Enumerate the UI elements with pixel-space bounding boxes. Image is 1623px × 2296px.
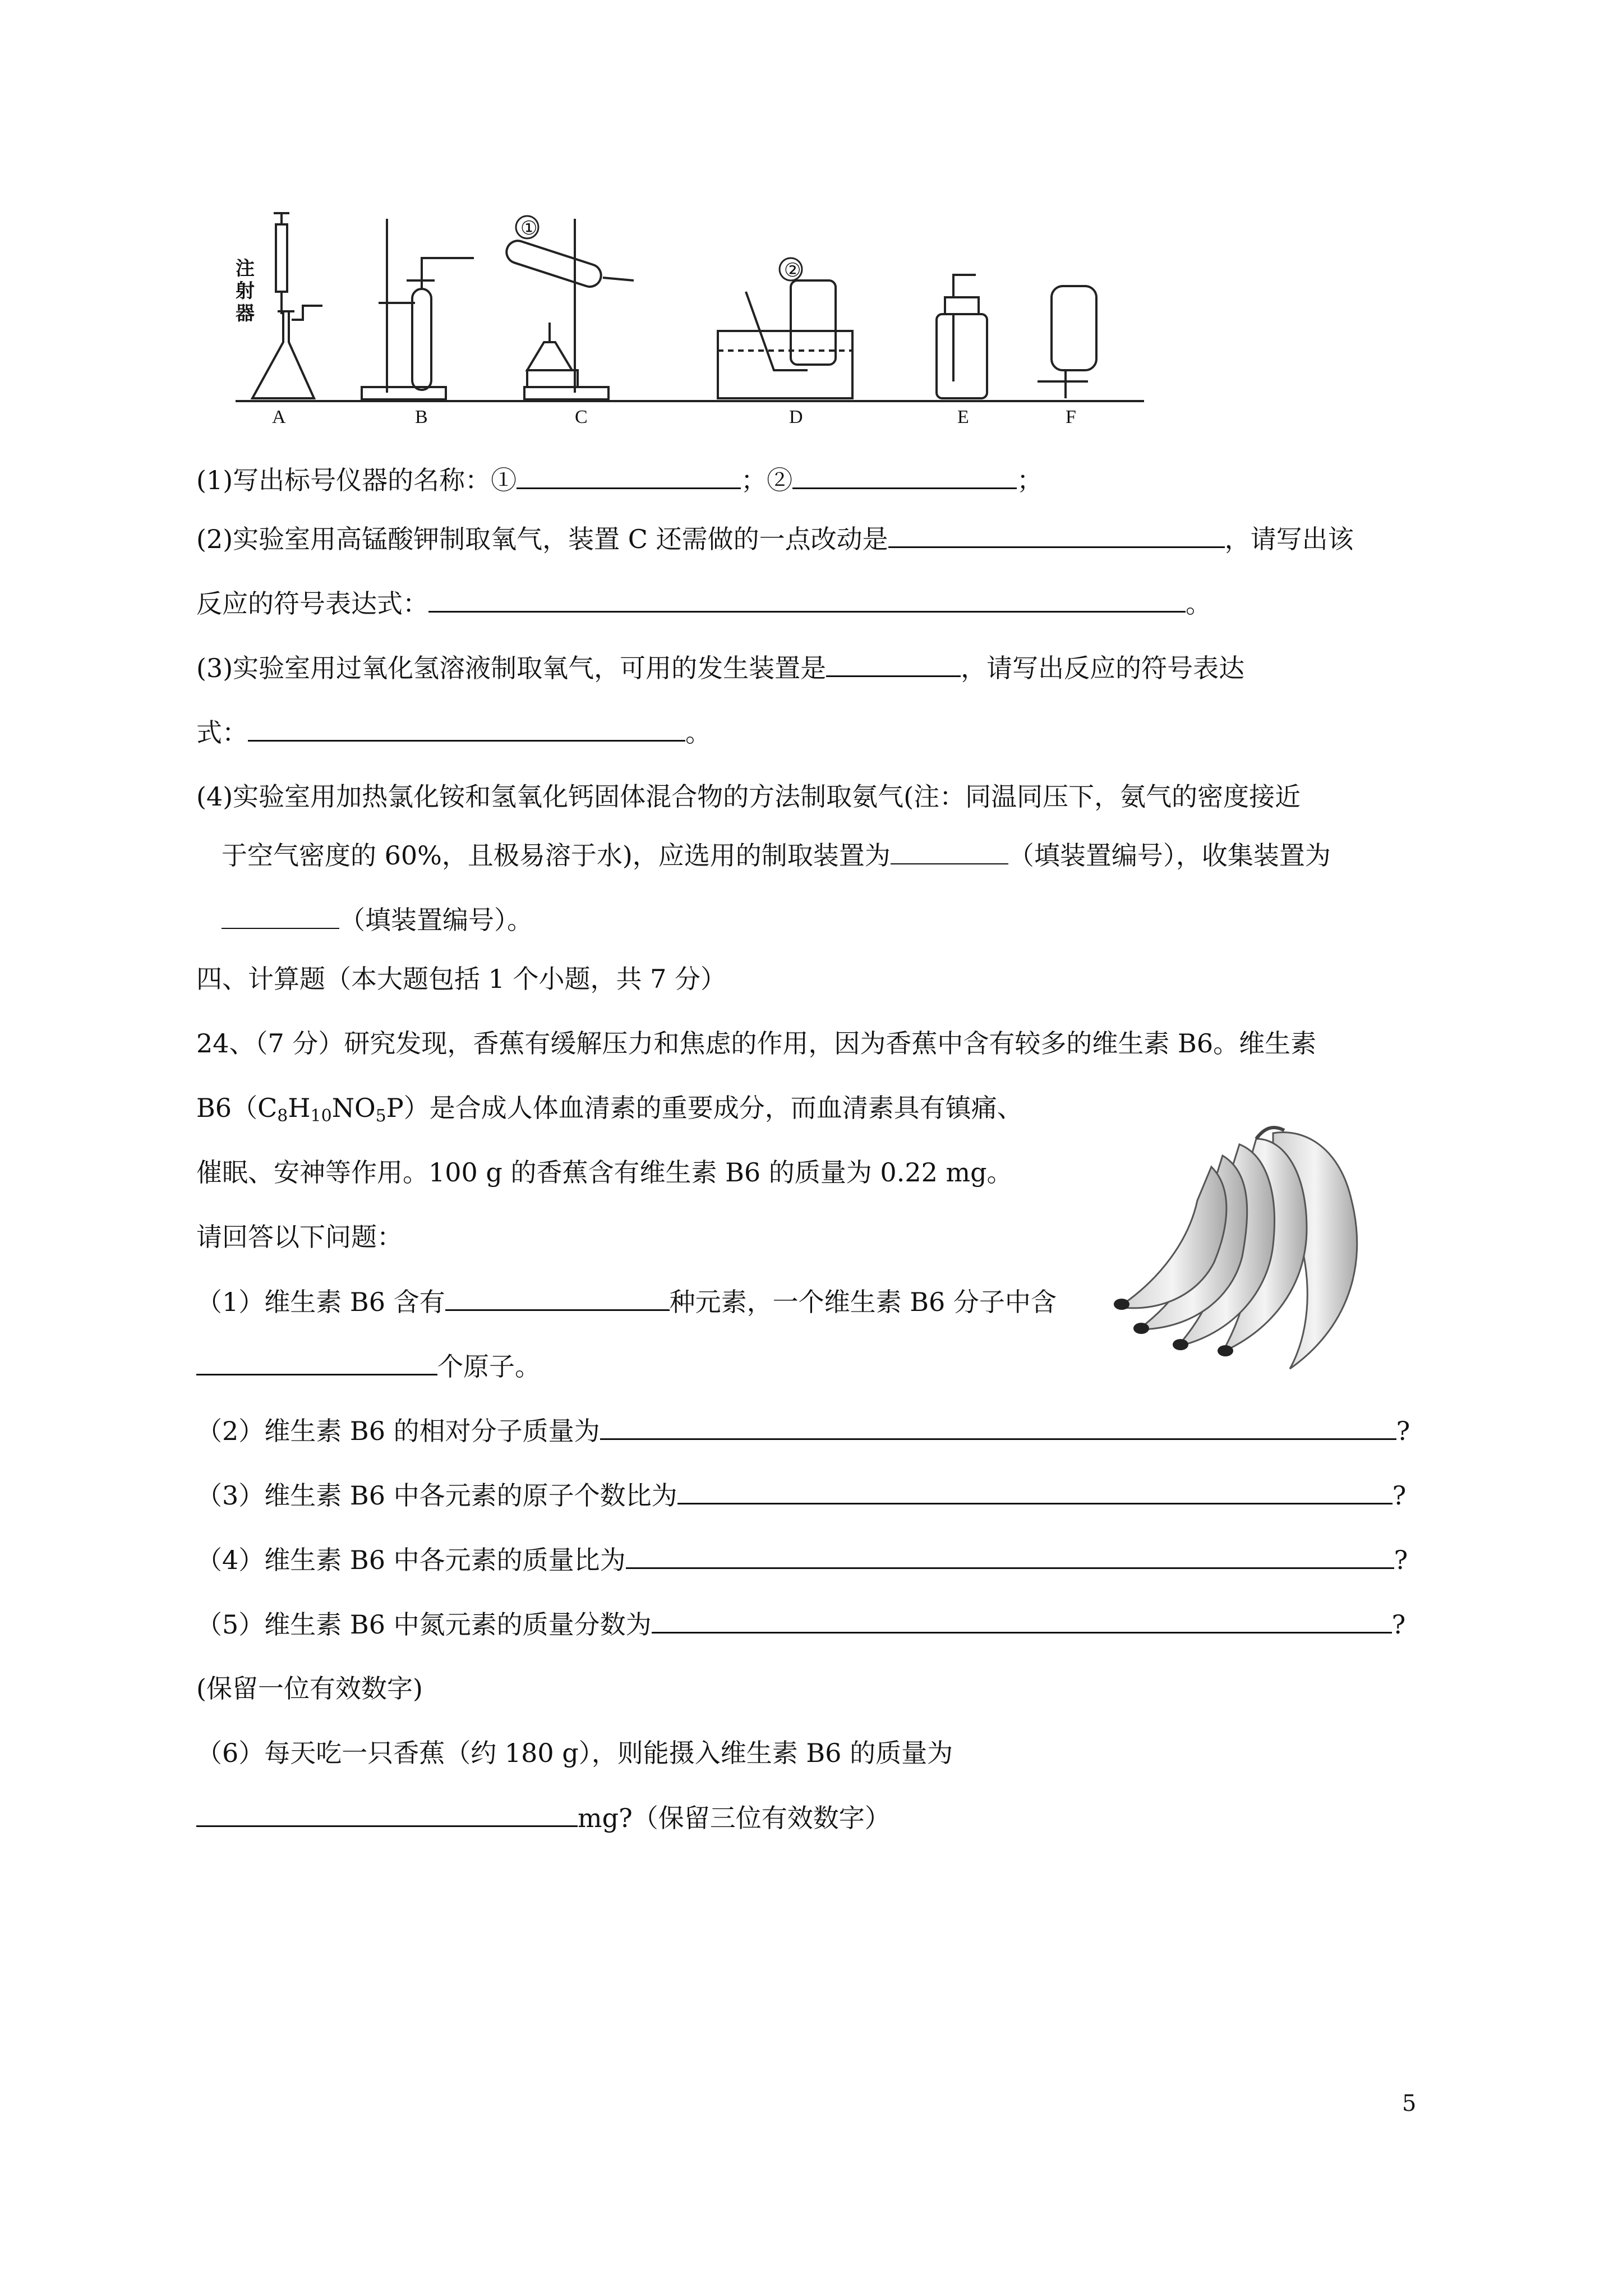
p2-text: （2）维生素 B6 的相对分子质量为 — [196, 1416, 600, 1446]
p3-text: （3）维生素 B6 中各元素的原子个数比为 — [196, 1480, 677, 1511]
banana-image — [1105, 1116, 1408, 1380]
label-a: A — [272, 407, 286, 427]
blank-p4[interactable] — [626, 1543, 1394, 1569]
p3-qmark: ? — [1392, 1480, 1407, 1511]
syringe-label: 注射器 — [236, 259, 255, 324]
blank-q4a[interactable] — [891, 841, 1008, 864]
q2-line-1 — [196, 522, 1354, 556]
q1-line — [196, 463, 1043, 497]
sub-10: 10 — [310, 1106, 332, 1126]
q24-p4-line — [196, 1543, 1408, 1577]
p2-qmark: ? — [1396, 1416, 1410, 1446]
q24-p5-line — [196, 1607, 1405, 1641]
blank-q3b[interactable] — [248, 715, 685, 742]
q24-p2-line — [196, 1414, 1410, 1448]
p4-text: （4）维生素 B6 中各元素的质量比为 — [196, 1545, 626, 1575]
blank-p3[interactable] — [677, 1478, 1393, 1504]
label-b: B — [415, 407, 428, 427]
p4-qmark: ? — [1394, 1545, 1408, 1575]
p6-text-2: mg?（保留三位有效数字） — [578, 1803, 891, 1833]
label-c: C — [575, 407, 588, 427]
blank-q3a[interactable] — [826, 651, 961, 677]
blank-p2[interactable] — [600, 1414, 1396, 1440]
blank-p1b[interactable] — [196, 1349, 437, 1375]
blank-2[interactable] — [792, 463, 1017, 489]
blank-q2b[interactable] — [428, 586, 1186, 613]
blank-p6[interactable] — [196, 1801, 578, 1827]
q24-line-4: 请回答以下问题： — [196, 1222, 403, 1252]
q2-text-3: 反应的符号表达式： — [196, 588, 428, 619]
q2-text-2: ，请写出该 — [1224, 524, 1354, 554]
p5-text: （5）维生素 B6 中氮元素的质量分数为 — [196, 1609, 652, 1640]
q24-no: NO — [331, 1093, 376, 1123]
q4-line-1 — [196, 780, 1301, 813]
q24-p1-line — [196, 1285, 1057, 1319]
p1-text-3: 个原子。 — [437, 1351, 541, 1382]
q4-text-3: （填装置编号），收集装置为 — [1008, 840, 1331, 871]
q4-line-2 — [222, 839, 1331, 872]
q24-p5-note: (保留一位有效数字) — [196, 1673, 423, 1704]
q3-line-1 — [196, 651, 1244, 685]
q2-line-2 — [196, 586, 1211, 620]
q24-b6-open: B6（C — [196, 1093, 278, 1123]
q4-text-4: （填装置编号）。 — [339, 905, 533, 935]
blank-p5[interactable] — [652, 1607, 1392, 1634]
blank-q2a[interactable] — [888, 522, 1225, 548]
q1-sep: ；② — [741, 465, 793, 495]
q24-line-1: 24、（7 分）研究发现，香蕉有缓解压力和焦虑的作用，因为香蕉中含有较多的维生素 B6。维生素 — [196, 1028, 1317, 1059]
mark-2: ② — [784, 260, 801, 281]
q2-text-4: 。 — [1186, 588, 1211, 619]
p1-text-2: 种元素，一个维生素 B6 分子中含 — [669, 1287, 1057, 1317]
apparatus-figure — [213, 202, 1166, 438]
q1-end: ； — [1017, 465, 1043, 495]
p1-text-1: （1）维生素 B6 含有 — [196, 1287, 445, 1317]
q24-h: H — [288, 1093, 311, 1123]
blank-q4b[interactable] — [222, 905, 339, 929]
q3-text-2: ，请写出反应的符号表达 — [961, 653, 1245, 683]
label-d: D — [789, 407, 803, 427]
q2-text-1: (2)实验室用高锰酸钾制取氧气，装置 C 还需做的一点改动是 — [196, 524, 888, 554]
q24-line-2 — [196, 1091, 1023, 1133]
blank-p1a[interactable] — [445, 1285, 670, 1311]
sub-8: 8 — [277, 1106, 288, 1126]
mark-1: ① — [520, 218, 538, 239]
q24-line-3: 催眠、安神等作用。100 g 的香蕉含有维生素 B6 的质量为 0.22 mg。 — [196, 1157, 1013, 1188]
label-f: F — [1066, 407, 1076, 427]
q24-rest: P）是合成人体血清素的重要成分，而血清素具有镇痛、 — [386, 1093, 1023, 1123]
q3-line-2 — [196, 715, 711, 749]
q24-p1-line-2 — [196, 1349, 541, 1383]
p5-qmark: ? — [1391, 1609, 1406, 1640]
label-e: E — [957, 407, 969, 427]
blank-1[interactable] — [517, 463, 741, 489]
q3-text-4: 。 — [685, 717, 711, 748]
section-4-heading: 四、计算题（本大题包括 1 个小题，共 7 分） — [196, 964, 727, 994]
q3-text-1: (3)实验室用过氧化氢溶液制取氧气，可用的发生装置是 — [196, 653, 827, 683]
q3-text-3: 式： — [196, 717, 248, 748]
q24-p6-line: （6）每天吃一只香蕉（约 180 g），则能摄入维生素 B6 的质量为 — [196, 1738, 953, 1768]
q4-text-2: 于空气密度的 60%，且极易溶于水)，应选用的制取装置为 — [222, 840, 891, 871]
q4-text-1: (4)实验室用加热氯化铵和氢氧化钙固体混合物的方法制取氨气(注：同温同压下，氨气的密度接近 — [196, 781, 1301, 812]
q24-p6-line-2 — [196, 1801, 891, 1835]
q4-line-3 — [222, 903, 533, 937]
sub-5: 5 — [375, 1106, 386, 1126]
q1-text: (1)写出标号仪器的名称：① — [196, 465, 517, 495]
page-number: 5 — [1402, 2091, 1417, 2116]
q24-p3-line — [196, 1478, 1406, 1512]
